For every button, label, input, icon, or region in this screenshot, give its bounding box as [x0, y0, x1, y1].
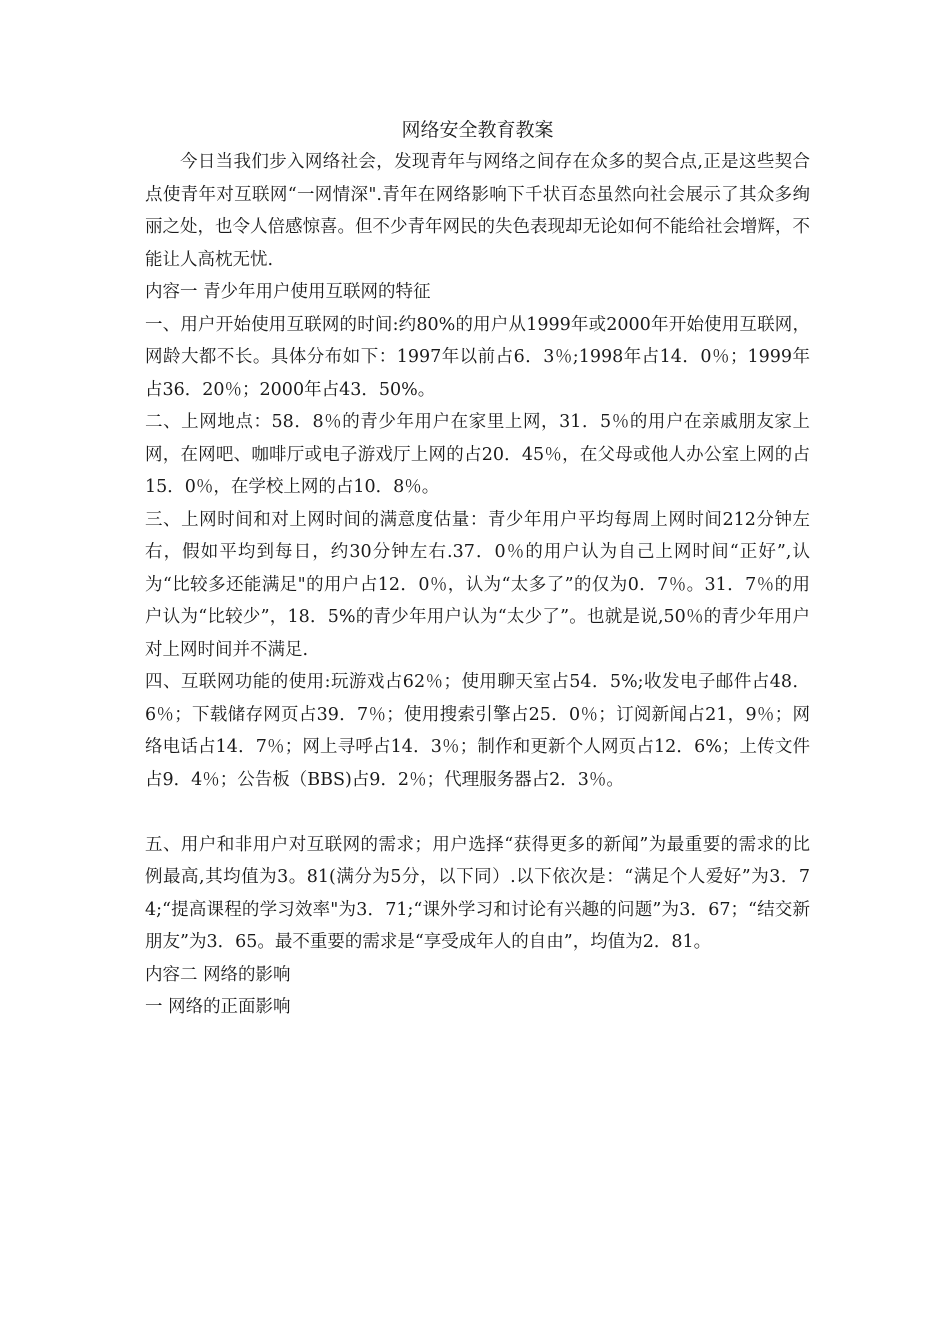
item-paragraph-4: 四、互联网功能的使用:玩游戏占62％；使用聊天室占54．5%;收发电子邮件占48．6％；下载储存网页占39．7％；使用搜索引擎占25．0％；订阅新闻占21，9％；网络电话占14．7％；网上寻呼占14．3％；制作和更新个人网页占12．6%；上传文件占9．4％；公告板（BBS)占9．2％；代理服务器占2．3％。 [145, 672, 810, 790]
item-paragraph-1: 一、用户开始使用互联网的时间:约80%的用户从1999年或2000年开始使用互联网，网龄大都不长。具体分布如下：1997年以前占6．3％;1998年占14．0％；1999年占36．20％；2000年占43．50%。 [145, 314, 810, 400]
section-heading-2: 内容二 网络的影响 [145, 964, 291, 985]
item-paragraph-5: 五、用户和非用户对互联网的需求；用户选择“获得更多的新闻”为最重要的需求的比例最高,其均值为3。81(满分为5分，以下同）.以下依次是：“满足个人爱好”为3．74;“提高课程的学习效率"为3．71;“课外学习和讨论有兴趣的问题”为3．67；“结交新朋友”为3．65。最不重要的需求是“享受成年人的自由”，均值为2．81。 [145, 834, 810, 952]
intro-paragraph: 今日当我们步入网络社会，发现青年与网络之间存在众多的契合点,正是这些契合点使青年对互联网“一网情深".青年在网络影响下千状百态虽然向社会展示了其众多绚丽之处，也令人倍感惊喜。但不少青年网民的失色表现却无论如何不能给社会增辉，不能让人高枕无忧. [145, 152, 810, 270]
document-page [145, 114, 810, 1024]
item-paragraph-2: 二、上网地点：58．8％的青少年用户在家里上网，31．5％的用户在亲戚朋友家上网，在网吧、咖啡厅或电子游戏厅上网的占20．45％，在父母或他人办公室上网的占15．0％，在学校上网的占10．8％。 [145, 412, 810, 497]
blank-line [145, 796, 810, 829]
subsection-heading-1: 一 网络的正面影响 [145, 997, 291, 1017]
item-paragraph-3: 三、上网时间和对上网时间的满意度估量：青少年用户平均每周上网时间212分钟左右，假如平均到每日，约30分钟左右.37．0％的用户认为自己上网时间“正好”,认为“比较多还能满足"的用户占12．0％，认为“太多了”的仅为0．7％。31．7％的用户认为“比较少”，18．5%的青少年用户认为“太少了”。也就是说,50％的青少年用户对上网时间并不满足. [145, 509, 810, 660]
section-heading-1: 内容一 青少年用户使用互联网的特征 [145, 282, 431, 302]
document-title: 网络安全教育教案 [401, 119, 554, 141]
